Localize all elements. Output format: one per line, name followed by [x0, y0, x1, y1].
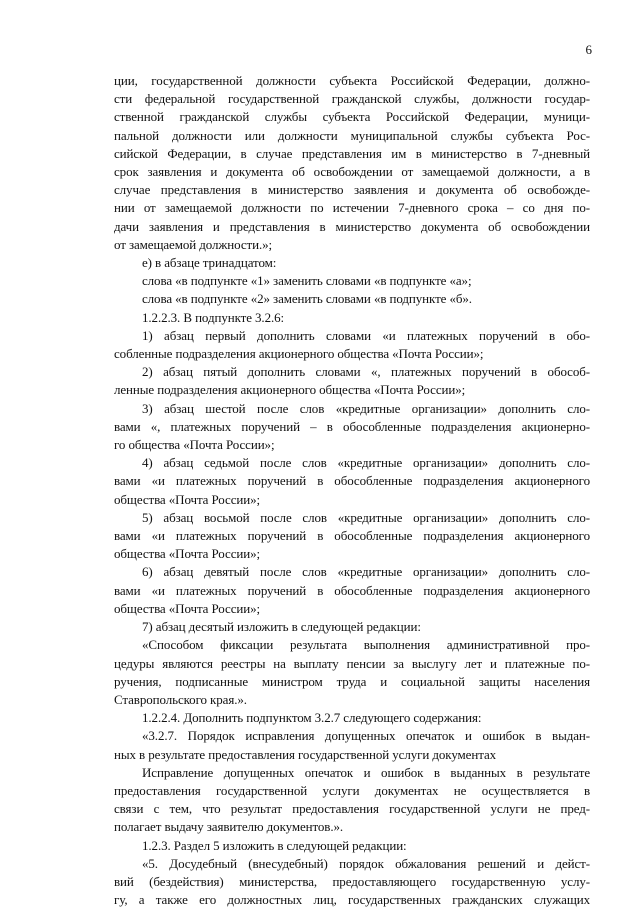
document-body [114, 72, 590, 909]
text-line: 5) абзац восьмой после слов «кредитные организации» дополнить сло- [142, 509, 590, 525]
text-line: 2) абзац пятый дополнить словами «, платежных поручений в обособ- [142, 364, 590, 380]
text-line: собленные подразделения акционерного общества «Почта России»; [114, 346, 484, 362]
text-line: ленные подразделения акционерного общества «Почта России»; [114, 382, 466, 398]
text-line: полагает выдачу заявителю документов.». [114, 819, 344, 835]
text-line: 7) абзац десятый изложить в следующей редакции: [142, 619, 421, 635]
text-line: Ставропольского края.». [114, 691, 247, 707]
text-line: ных в результате предоставления государственной услуги документах [114, 746, 497, 762]
text-line: сти федеральной государственной гражданской службы, должности государ- [114, 91, 590, 107]
text-line: Исправление допущенных опечаток и ошибок в выданных в результате [142, 764, 590, 780]
text-line: от замещаемой должности.»; [114, 236, 273, 252]
text-line: случае представления в министерство заявления и документа об освобожде- [114, 182, 590, 198]
text-line: 1.2.2.4. Дополнить подпунктом 3.2.7 следующего содержания: [142, 710, 482, 726]
text-line: го общества «Почта России»; [114, 437, 275, 453]
text-line: сийской Федерации, в случае представления им в министерство в 7-дневный [114, 145, 590, 161]
text-line: вами «и платежных поручений в обособленные подразделения акционерного [114, 582, 590, 598]
text-line: связи с тем, что результат предоставления государственной услуги не пред- [114, 801, 590, 817]
text-line: вами «и платежных поручений в обособленные подразделения акционерного [114, 473, 590, 489]
text-line: общества «Почта России»; [114, 491, 261, 507]
text-line: цедуры являются реестры на выплату пенсии за выслугу лет и платежные по- [114, 655, 590, 671]
page-number: 6 [585, 42, 592, 57]
text-line: ручения, подписанные министром труда и социальной защиты населения [114, 673, 590, 689]
text-line: «5. Досудебный (внесудебный) порядок обжалования решений и дейст- [142, 855, 590, 871]
text-line: гу, а также его должностных лиц, государственных гражданских служащих [114, 892, 590, 908]
text-line: слова «в подпункте «2» заменить словами «в подпункте «б». [142, 291, 472, 307]
text-line: ственной гражданской службы субъекта Российской Федерации, муници- [114, 109, 590, 125]
text-line: общества «Почта России»; [114, 600, 261, 616]
text-line: 1) абзац первый дополнить словами «и платежных поручений в обо- [142, 327, 590, 343]
text-line: вами «и платежных поручений в обособленные подразделения акционерного [114, 528, 590, 544]
text-line: 1.2.2.3. В подпункте 3.2.6: [142, 309, 285, 325]
text-line: вий (бездействия) министерства, предоставляющего государственную услу- [114, 873, 590, 889]
text-line: 1.2.3. Раздел 5 изложить в следующей редакции: [142, 837, 407, 853]
text-line: пальной должности или должности муниципальной службы субъекта Рос- [114, 127, 590, 143]
text-line: «3.2.7. Порядок исправления допущенных опечаток и ошибок в выдан- [142, 728, 590, 744]
text-line: 6) абзац девятый после слов «кредитные организации» дополнить сло- [142, 564, 590, 580]
text-line: е) в абзаце тринадцатом: [142, 255, 277, 271]
text-line: дачи заявления и представления в министерство документа об освобождении [114, 218, 590, 234]
text-line: 4) абзац седьмой после слов «кредитные организации» дополнить сло- [142, 455, 590, 471]
text-line: нии от замещаемой должности по истечении 7-дневного срока – со дня по- [114, 200, 590, 216]
text-line: срок заявления и документа об освобождении от замещаемой должности, а в [114, 164, 590, 180]
text-line: общества «Почта России»; [114, 546, 261, 562]
text-line: 3) абзац шестой после слов «кредитные организации» дополнить сло- [142, 400, 590, 416]
text-line: ции, государственной должности субъекта Российской Федерации, должно- [114, 73, 590, 88]
text-line: вами «, платежных поручений – в обособленные подразделения акционерно- [114, 418, 590, 434]
text-line: слова «в подпункте «1» заменить словами «в подпункте «а»; [142, 273, 472, 289]
text-line: «Способом фиксации результата выполнения административной про- [142, 637, 590, 653]
text-line: предоставления государственной услуги документах не осуществляется в [114, 782, 590, 798]
